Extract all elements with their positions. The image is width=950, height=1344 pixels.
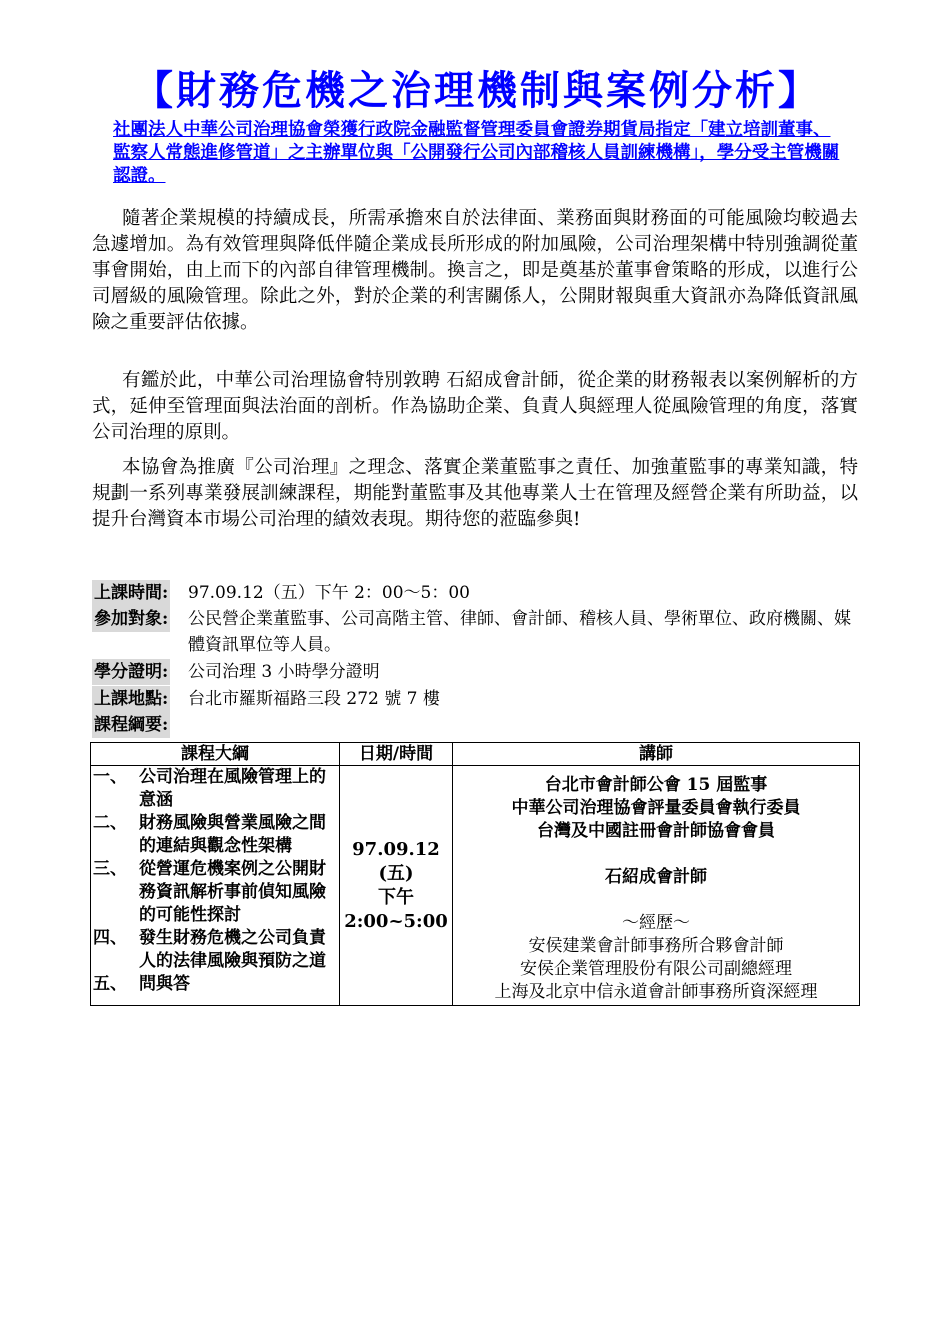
time-label: 上課時間: (92, 580, 170, 606)
outline-number: 四、 (93, 928, 127, 948)
table-row (91, 766, 860, 1006)
time-value: 97.09.12（五）下午 2：00～5：00 (188, 583, 471, 603)
outline-text: 公司治理在風險管理上的意涵 (139, 767, 326, 810)
outline-number: 一、 (93, 767, 127, 787)
outline-item (93, 927, 335, 973)
outline-item (93, 973, 335, 996)
spacer (454, 843, 858, 866)
lecturer-name: 石紹成會計師 (605, 867, 707, 887)
lecturer-title: 台北市會計師公會 15 屆監事 (544, 775, 768, 795)
lecturer-title: 中華公司治理協會評量委員會執行委員 (511, 798, 801, 818)
lecturer-title: 台灣及中國註冊會計師協會會員 (537, 821, 775, 841)
outline-item (93, 858, 335, 927)
intro-paragraph-1: 隨著企業規模的持續成長，所需承擔來自於法律面、業務面與財務面的可能風險均較過去急遽增加。為有效管理與降低伴隨企業成長所形成的附加風險，公司治理架構中特別強調從董事會開始，由上而下的內部自律管理機制。換言之，即是奠基於董事會策略的形成，以進行公司層級的風險管理。除此之外，對於企業的利害關係人，公開財報與重大資訊亦為降低資訊風險之重要評估依據。 (92, 208, 858, 333)
header-datetime: 日期/時間 (340, 743, 453, 766)
spacer (454, 889, 858, 912)
outline-text: 問與答 (139, 974, 190, 994)
experience-item: 安侯建業會計師事務所合夥會計師 (528, 936, 784, 956)
intro-paragraph-3: 本協會為推廣『公司治理』之理念、落實企業董監事之責任、加強董監事的專業知識，特規劃一系列專業發展訓練課程，期能對董監事及其他專業人士在管理及經營企業有所助益，以提升台灣資本市場公司治理的績效表現。期待您的蒞臨參與! (92, 457, 858, 530)
header-lecturer: 講師 (453, 743, 860, 766)
course-period: 下午 (378, 886, 414, 908)
outline-number: 五、 (93, 974, 127, 994)
course-date: 97.09.12 (352, 838, 440, 860)
outline-text: 從營運危機案例之公開財務資訊解析事前偵知風險的可能性探討 (139, 859, 326, 925)
credit-value: 公司治理 3 小時學分證明 (188, 662, 380, 682)
place-value: 台北市羅斯福路三段 272 號 7 樓 (188, 689, 440, 709)
course-table (90, 742, 860, 1006)
page-title: 【財務危機之治理機制與案例分析】 (133, 67, 821, 114)
lecturer-cell (453, 766, 860, 1006)
experience-heading: ～經歷～ (622, 913, 690, 933)
place-label: 上課地點: (92, 686, 170, 712)
outline-cell (91, 766, 340, 1006)
experience-item: 安侯企業管理股份有限公司副總經理 (520, 959, 792, 979)
credit-label: 學分證明: (92, 659, 170, 685)
subtitle-link[interactable]: 社團法人中華公司治理協會榮獲行政院金融監督管理委員會證券期貨局指定「建立培訓董事、監察人常態進修管道」之主辦單位與「公開發行公司內部稽核人員訓練機構」，學分受主管機關認證。 (113, 120, 840, 186)
intro-paragraph-2: 有鑑於此，中華公司治理協會特別敦聘 石紹成會計師，從企業的財務報表以案例解析的方式，延伸至管理面與法治面的剖析。作為協助企業、負責人與經理人從風險管理的角度，落實公司治理的原則。 (92, 370, 858, 443)
outline-text: 財務風險與營業風險之間的連結與觀念性架構 (139, 813, 326, 856)
outline-item (93, 766, 335, 812)
outline-label: 課程綱要: (92, 712, 170, 738)
table-header-row (91, 743, 860, 766)
datetime-cell (340, 766, 453, 1006)
course-weekday: (五) (378, 862, 414, 884)
header-outline: 課程大綱 (91, 743, 340, 766)
outline-text: 發生財務危機之公司負責人的法律風險與預防之道 (139, 928, 326, 971)
audience-label: 參加對象: (92, 606, 170, 632)
outline-number: 二、 (93, 813, 127, 833)
outline-item (93, 812, 335, 858)
course-time: 2:00~5:00 (344, 910, 448, 932)
audience-value: 公民營企業董監事、公司高階主管、律師、會計師、稽核人員、學術單位、政府機關、媒體資訊單位等人員。 (188, 609, 851, 655)
experience-item: 上海及北京中信永道會計師事務所資深經理 (494, 982, 818, 1002)
outline-number: 三、 (93, 859, 127, 879)
